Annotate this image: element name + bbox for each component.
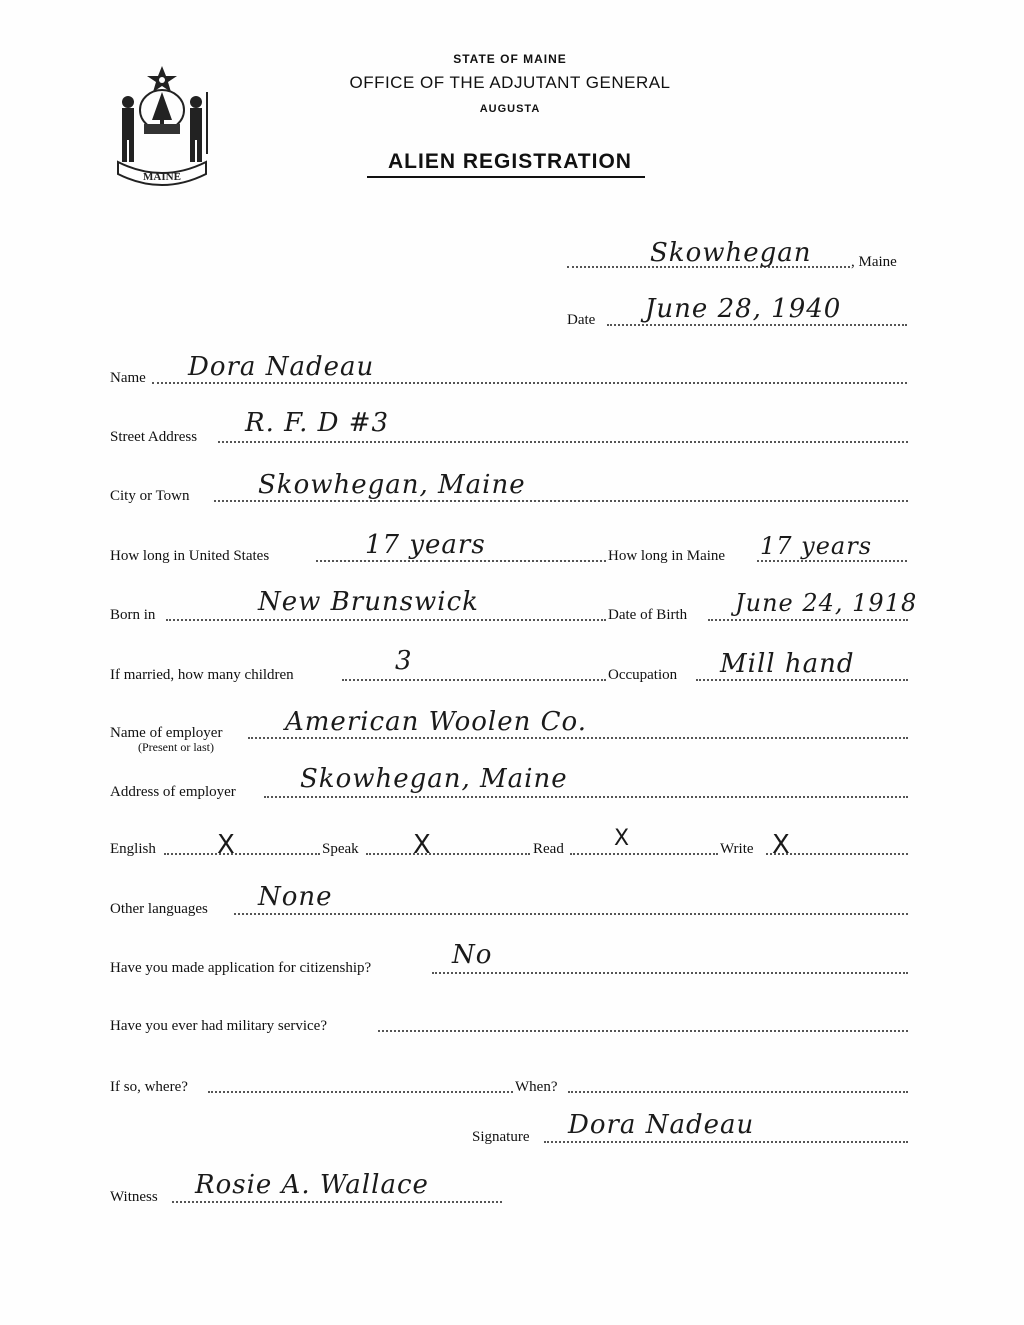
- born-line: [166, 619, 606, 621]
- name-line: [152, 382, 907, 384]
- city-value: Skowhegan, Maine: [258, 470, 526, 500]
- employer-address-line: [264, 796, 908, 798]
- dob-value: June 24, 1918: [735, 589, 918, 617]
- english-label: English: [110, 841, 156, 857]
- name-value: Dora Nadeau: [188, 352, 375, 382]
- maine-duration-line: [757, 560, 907, 562]
- where-line: [208, 1091, 513, 1093]
- header-state: STATE OF MAINE: [453, 52, 567, 66]
- military-line: [378, 1030, 908, 1032]
- employer-address-label: Address of employer: [110, 784, 236, 800]
- citizenship-label: Have you made application for citizenship?: [110, 960, 372, 976]
- place-value: Skowhegan: [650, 238, 812, 268]
- speak-mark: X: [413, 830, 432, 860]
- other-languages-label: Other languages: [110, 901, 208, 917]
- employer-label: Name of employer: [110, 725, 223, 741]
- date-label: Date: [567, 312, 596, 328]
- write-mark: X: [772, 830, 791, 860]
- witness-line: [172, 1201, 502, 1203]
- place-suffix: , Maine: [851, 254, 897, 270]
- city-label: City or Town: [110, 488, 190, 504]
- children-line: [342, 679, 606, 681]
- other-languages-line: [234, 913, 908, 915]
- maine-duration-label: How long in Maine: [608, 548, 726, 564]
- speak-label: Speak: [322, 841, 359, 857]
- english-mark: X: [217, 830, 236, 860]
- when-label: When?: [515, 1079, 558, 1095]
- employer-sublabel: (Present or last): [138, 740, 214, 754]
- other-languages-value: None: [258, 882, 333, 912]
- write-label: Write: [720, 841, 754, 857]
- read-label: Read: [533, 841, 564, 857]
- where-label: If so, where?: [110, 1079, 188, 1095]
- employer-value: American Woolen Co.: [285, 707, 587, 737]
- name-label: Name: [110, 370, 146, 386]
- employer-address-value: Skowhegan, Maine: [300, 764, 568, 794]
- street-line: [218, 441, 908, 443]
- us-duration-line: [316, 560, 606, 562]
- born-label: Born in: [110, 607, 156, 623]
- form-title: ALIEN REGISTRATION: [388, 150, 632, 173]
- us-duration-value: 17 years: [365, 530, 486, 560]
- us-duration-label: How long in United States: [110, 548, 270, 564]
- city-line: [214, 500, 908, 502]
- read-line: [570, 853, 718, 855]
- dob-line: [708, 619, 908, 621]
- street-value: R. F. D #3: [245, 408, 390, 438]
- signature-line: [544, 1141, 908, 1143]
- read-mark: X: [614, 826, 631, 851]
- children-value: 3: [395, 646, 413, 676]
- children-label: If married, how many children: [110, 667, 294, 683]
- speak-line: [366, 853, 530, 855]
- occupation-line: [696, 679, 908, 681]
- witness-value: Rosie A. Wallace: [195, 1170, 429, 1200]
- military-label: Have you ever had military service?: [110, 1018, 327, 1034]
- signature-label: Signature: [472, 1129, 530, 1145]
- date-value: June 28, 1940: [645, 294, 842, 324]
- witness-label: Witness: [110, 1189, 158, 1205]
- dob-label: Date of Birth: [608, 607, 688, 623]
- date-line: [607, 324, 907, 326]
- citizenship-value: No: [452, 940, 493, 970]
- street-label: Street Address: [110, 429, 198, 445]
- svg-text:MAINE: MAINE: [143, 171, 181, 183]
- employer-line: [248, 737, 908, 739]
- maine-duration-value: 17 years: [760, 532, 873, 560]
- header-city: AUGUSTA: [479, 103, 541, 115]
- english-line: [164, 853, 320, 855]
- signature-value: Dora Nadeau: [568, 1110, 755, 1140]
- when-line: [568, 1091, 908, 1093]
- born-value: New Brunswick: [258, 587, 479, 617]
- header-office: OFFICE OF THE ADJUTANT GENERAL: [349, 73, 671, 92]
- occupation-label: Occupation: [608, 667, 678, 683]
- citizenship-line: [432, 972, 908, 974]
- title-underline: [367, 176, 645, 178]
- occupation-value: Mill hand: [720, 649, 855, 679]
